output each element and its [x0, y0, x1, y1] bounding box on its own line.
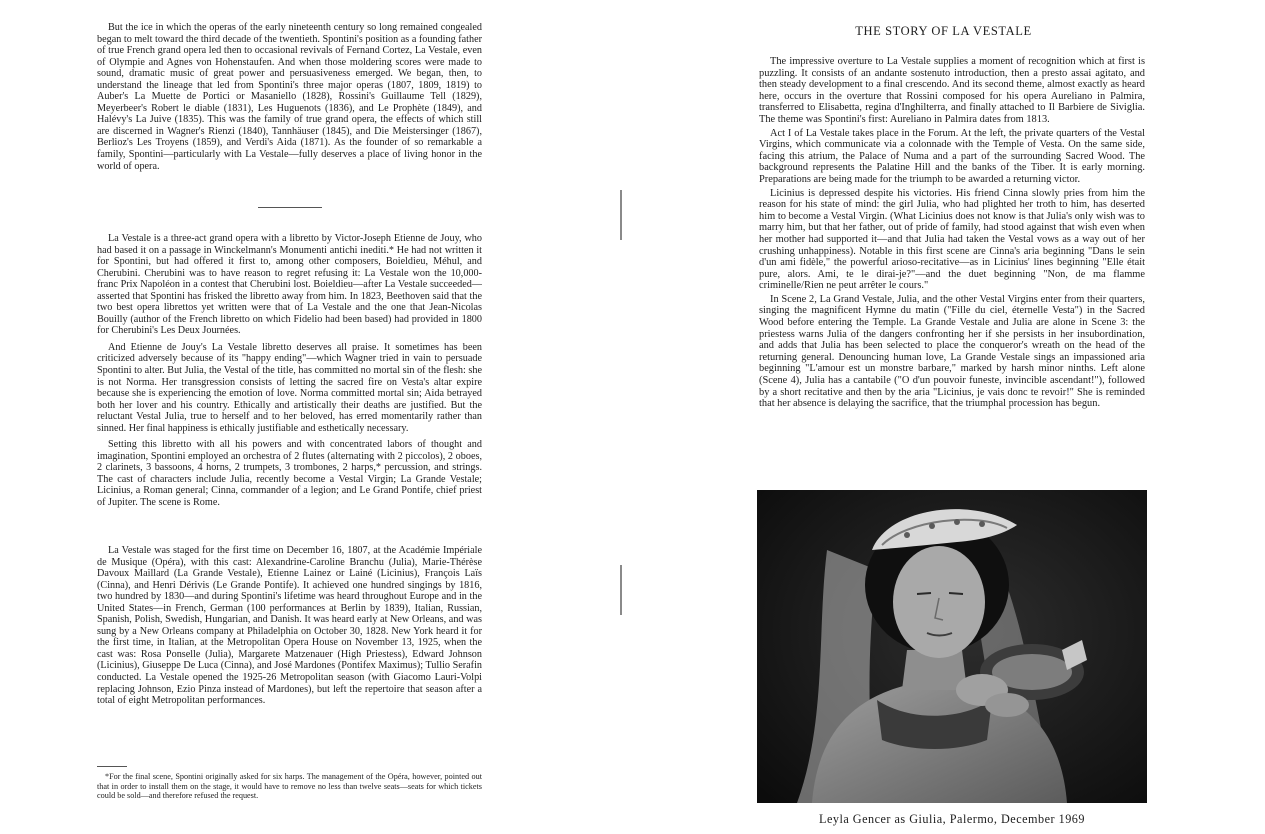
- left-page: [0, 0, 620, 834]
- intro-text-block: [97, 22, 482, 172]
- section-divider: [258, 207, 322, 208]
- paragraph: And Etienne de Jouy's La Vestale libretto deserves all praise. It sometimes has been criticized adversely because of its "happy ending"—which Wagner tried in vain to persuade Spontini to alter. But Julia, the Vestal of the title, has committed no mortal sin of the flesh: she is not Norma. Her transgression consists of letting the sacred fire on Vesta's altar expire because she is experiencing the emotion of love. Norma committed mortal sin; Aida betrayed both her lover and his country. Ethically and artistically their deaths are justified. But the reluctant Vestal Julia, true to herself and to her beloved, has erred momentarily rather than sinned. Her final happiness is ethically justifiable and esthetically necessary.: [97, 341, 482, 434]
- paragraph: But the ice in which the operas of the early nineteenth century so long remained congealed began to melt toward the third decade of the twentieth. Spontini's position as a founding father of true French grand opera led then to occasional revivals of Fernand Cortez, La Vestale, even of Olympie and Agnes von Hohenstaufen. And when those moldering scores were made to sound, dramatic music of great power and persuasiveness emerged. We began, then, to understand the lineage that led from Spontini's three major operas (1807, 1809, 1819) to Auber's La Muette de Portici or Masaniello (1828), Rossini's Guillaume Tell (1829), Meyerbeer's Robert le diable (1831), Les Huguenots (1836), and Le Prophète (1849), and Halévy's La Juive (1835). This was the family of true grand opera, the effects of which still are discerned in Wagner's Rienzi (1840), Tannhäuser (1845), and Die Meistersinger (1867), Berlioz's Les Troyens (1859), and Verdi's Aida (1871). As the founder of so remarkable a family, Spontini—particularly with La Vestale—fully deserves a place of living honor in the world of opera.: [97, 22, 482, 172]
- paragraph: In Scene 2, La Grand Vestale, Julia, and the other Vestal Virgins enter from their quarters, singing the magnificent Hymne du matin ("Fille du ciel, éternelle Vesta") in the Sacred Wood before entering the Temple. La Grande Vestale and Julia are alone in Scene 3: the priestess warns Julia of the dangers confronting her if she persists in her insubordination, and adds that Julia has been selected to place the conqueror's wreath on the head of the returning general. Denouncing human love, La Grande Vestale sings an impassioned aria beginning "L'amour est un monstre barbare," marked by harsh minor ninths. Left alone (Scene 4), Julia has a cantabile ("O d'un pouvoir funeste, invincible ascendant!"), followed by a short recitative and then by the aria "Licinius, je vais donc te revoir!" She is reminded that her absence is delaying the sacrifice, that the triumphal procession has begun.: [759, 293, 1145, 410]
- page-title: THE STORY OF LA VESTALE: [855, 24, 1032, 38]
- libretto-text-block: [97, 233, 482, 509]
- footnote-divider: [97, 766, 127, 767]
- paragraph: La Vestale was staged for the first time on December 16, 1807, at the Académie Impériale de Musique (Opéra), with this cast: Alexandrine-Caroline Branchu (Julia), Marie-Thérèse Davoux Maillard (La Grande Vestale), Etienne Lainez or Lainé (Licinius), François Laïs (Cinna), and Henri Dérivis (Le Grande Pontife). It achieved one hundred singings by 1816, two hundred by 1830—and during Spontini's lifetime was heard throughout Europe and in the United States—in French, German (100 performances at Berlin by 1839), Italian, Russian, Spanish, Polish, Swedish, Hungarian, and Danish. It was heard early at New Orleans, and was sung by a New Orleans company at Philadelphia on October 30, 1828. New York heard it for the first time, in Italian, at the Metropolitan Opera House on November 13, 1925, when the cast was: Rosa Ponselle (Julia), Margarete Matzenauer (High Priestess), Edward Johnson (Licinius), Giuseppe De Luca (Cinna), and José Mardones (Pontifex Maximus); Tullio Serafin conducted. La Vestale opened the 1925-26 Metropolitan season (with Giacomo Lauri-Volpi replacing Johnson, Ezio Pinza instead of Mardones), but left the repertoire that season after a total of eight Metropolitan performances.: [97, 545, 482, 707]
- photo-caption: Leyla Gencer as Giulia, Palermo, December 1969: [819, 812, 1085, 826]
- singer-photo: [757, 490, 1147, 803]
- singer-photo-illustration: [757, 490, 1147, 803]
- synopsis-text: [759, 56, 1145, 410]
- paragraph: Licinius is depressed despite his victories. His friend Cinna slowly pries from him the reason for his state of mind: the girl Julia, who had plighted her troth to him, has deserted him to become a Vestal Virgin. (What Licinius does not know is that Julia's only wish was to marry him, but that her father, out of pride of family, had stood against that wish even when her mother had supported it—and that Julia had taken the Vestal vows as a way out of her crushing unhappiness). Notable in this first scene are Cinna's aria beginning "Dans le sein d'un ami fidèle," the powerful arioso-recitative—as in Licinius' lines beginning "Elle était pure, alors. Ami, te le dirai-je?"—and the duet beginning "Non, de ma flamme criminelle/Rien ne peut arrêter le cours.": [759, 187, 1145, 292]
- paragraph: Act I of La Vestale takes place in the Forum. At the left, the private quarters of the Vestal Virgins, which communicate via a colonnade with the Temple of Vesta. On the same side, facing this atrium, the Palace of Numa and a part of the surrounding Sacred Wood. The background represents the Palatine Hill and the banks of the Tiber. It is early morning. Preparations are being made for the triumph to be awarded a returning victor.: [759, 127, 1145, 185]
- paragraph: Setting this libretto with all his powers and with concentrated labors of thought and imagination, Spontini employed an orchestra of 2 flutes (alternating with 2 piccolos), 2 oboes, 2 clarinets, 3 bassoons, 4 horns, 2 trumpets, 3 trombones, 2 harps,* percussion, and strings. The cast of characters include Julia, recently become a Vestal Virgin; La Grande Vestale; Licinius, a Roman general; Cinna, commander of a legion; and Le Grand Pontife, chief priest of Jupiter. The scene is Rome.: [97, 439, 482, 509]
- footnote: [97, 772, 482, 801]
- performance-history-block: [97, 545, 482, 707]
- paragraph: The impressive overture to La Vestale supplies a moment of recognition which at first is puzzling. It consists of an andante sostenuto introduction, then a presto assai agitato, and then steady development to a final crescendo. And its second theme, almost exactly as heard here, occurs in the overture that Rossini composed for his opera Aureliano in Palmira, transferred to Elisabetta, regina d'Inghilterra, and finally attached to Il Barbiere de Siviglia. The theme was Spontini's first: Aureliano in Palmira dates from 1813.: [759, 56, 1145, 125]
- paragraph: La Vestale is a three-act grand opera with a libretto by Victor-Joseph Etienne de Jouy, who had based it on a passage in Winckelmann's Monumenti antichi inediti.* He had not written it for Spontini, but had offered it first to, among other composers, Boieldieu, Méhul, and Cherubini. Cherubini was to have reason to regret refusing it: La Vestale won the 10,000-franc Prix Napoléon in a contest that Cherubini lost. Boieldieu—after La Vestale succeeded—asserted that Spontini has frisked the libretto away from him. In 1823, Beethoven said that the two best opera librettos yet written were that of La Vestale and the one that Jean-Nicolas Bouilly (author of the French libretto on which Fidelio had been based) had provided in 1800 for Cherubini's Les Deux Journées.: [97, 233, 482, 337]
- footnote-text: *For the final scene, Spontini originally asked for six harps. The management of the Opéra, however, pointed out that in order to install them on the stage, it would have to remove no less than twelve seats—seats for which tickets could be sold—and therefore refused the request.: [97, 772, 482, 801]
